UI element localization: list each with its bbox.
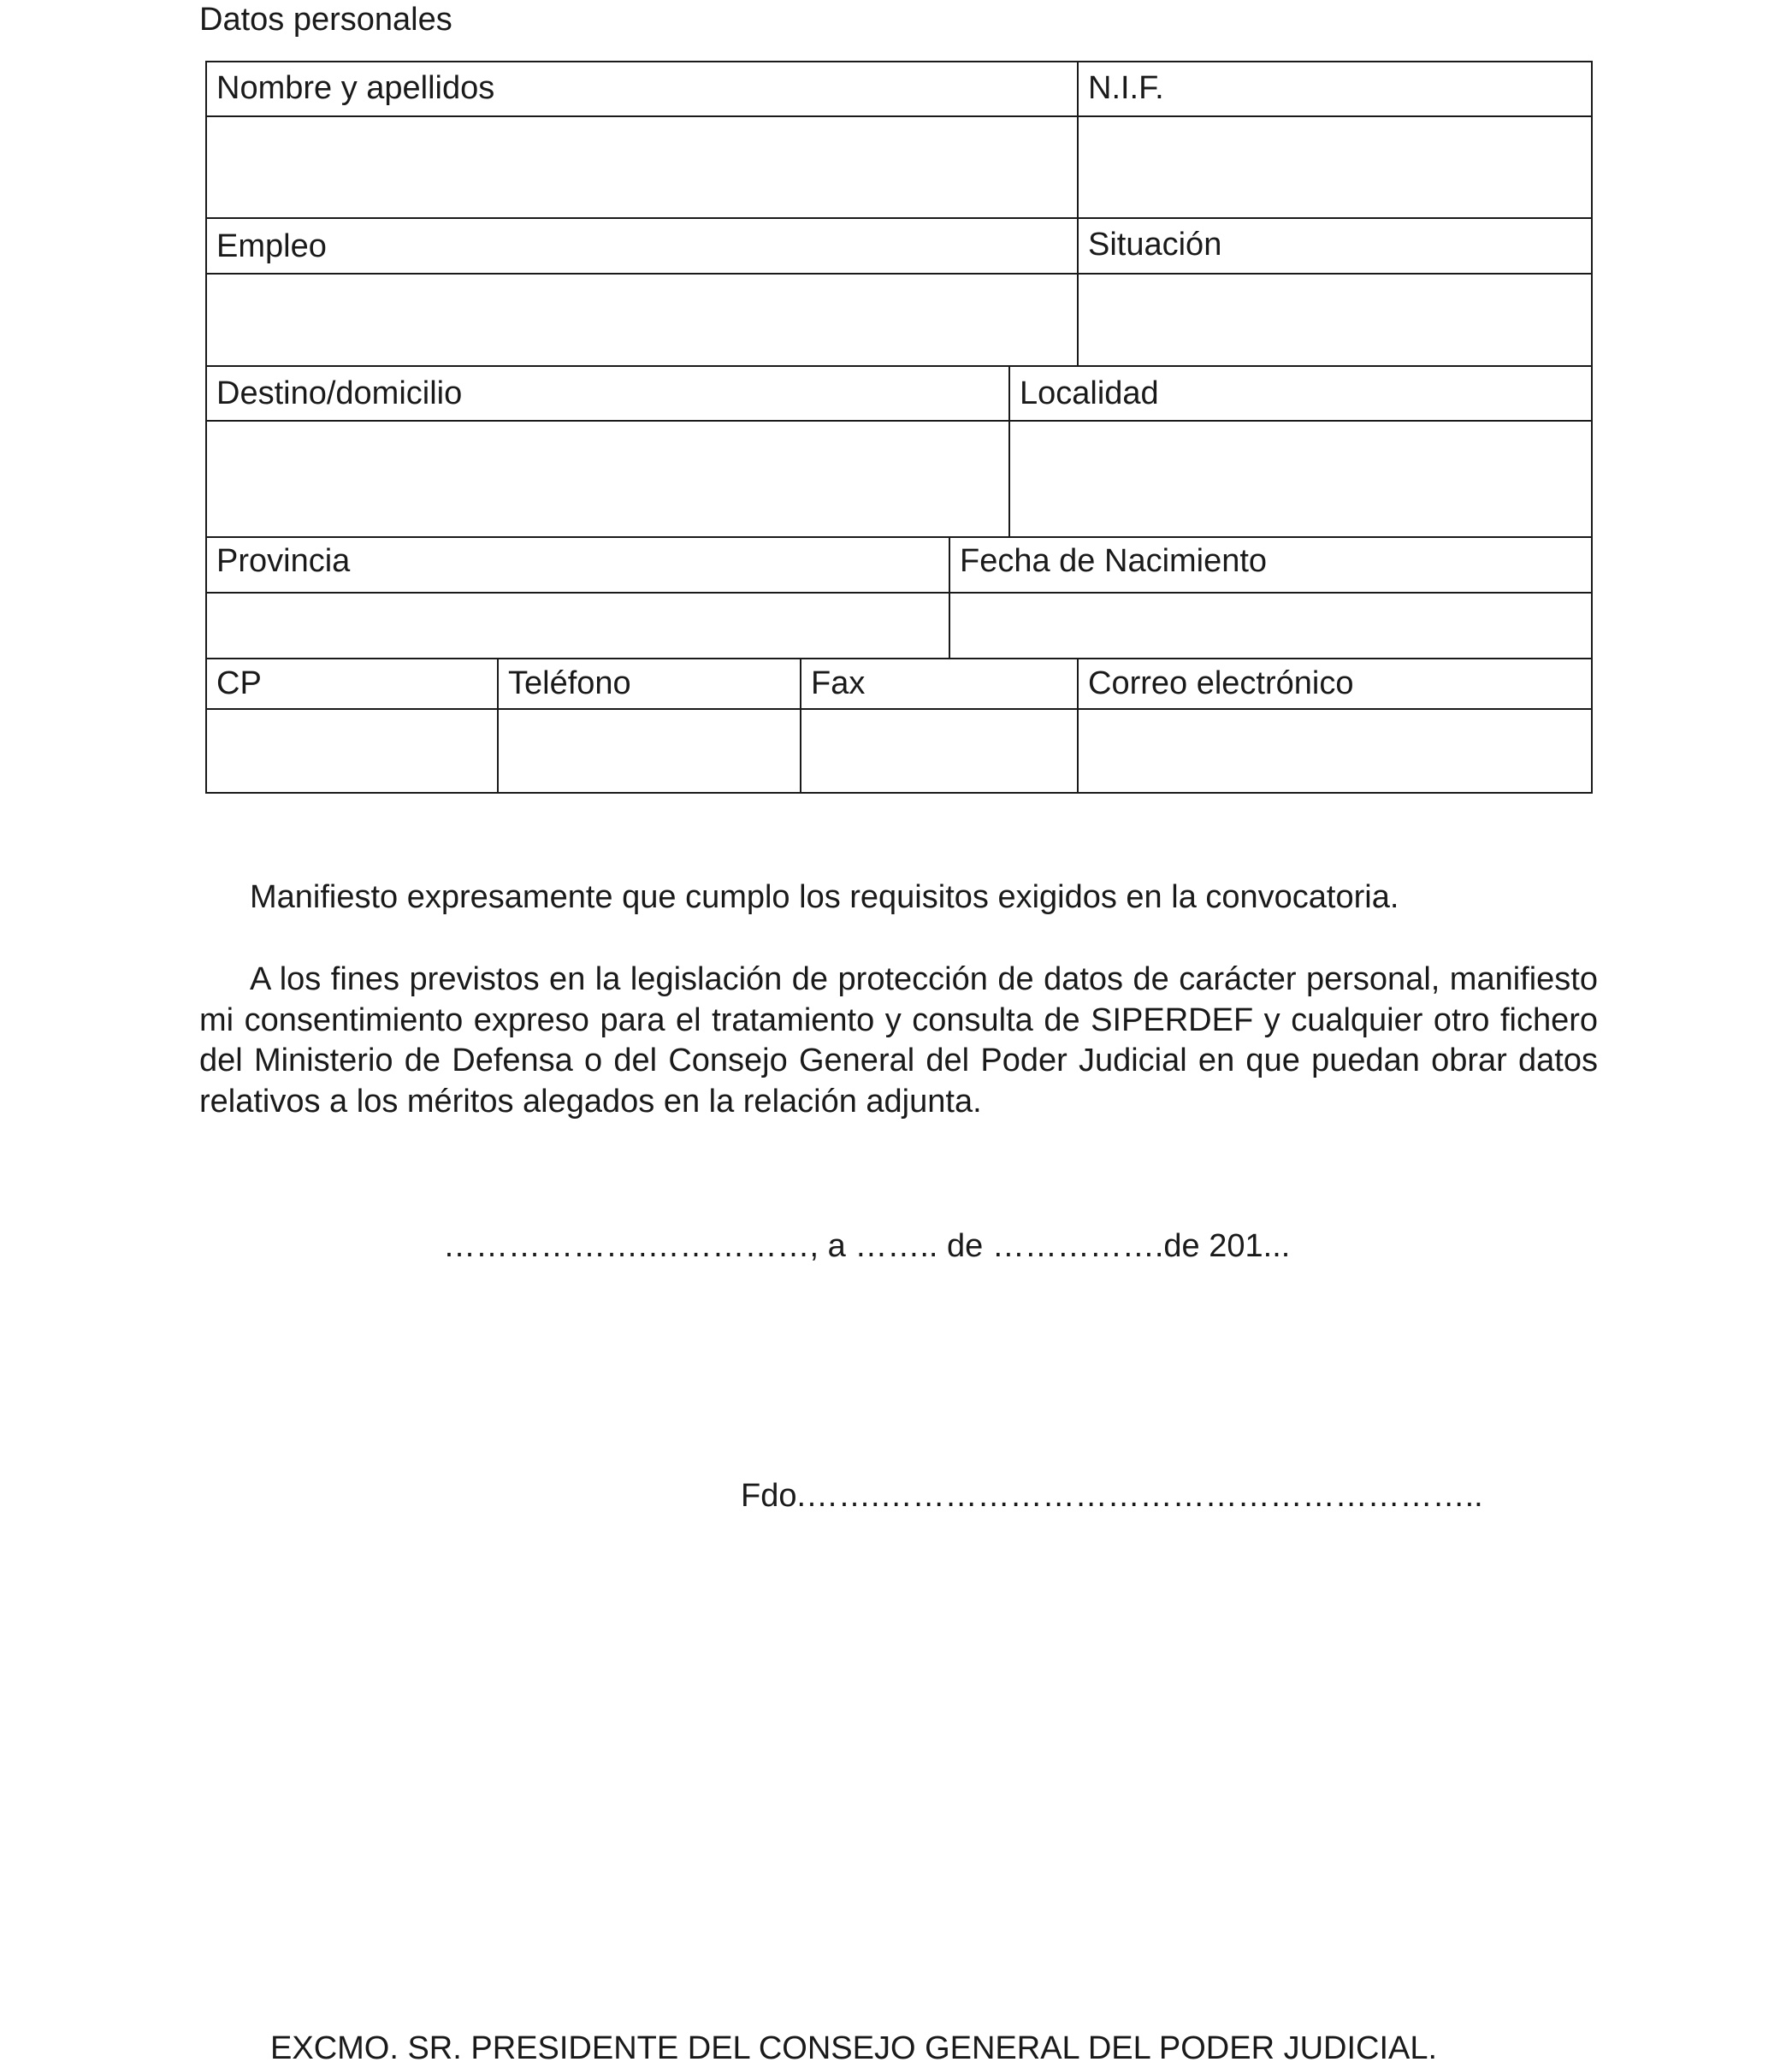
form-divider: [205, 658, 1593, 659]
section-title: Datos personales: [199, 2, 452, 38]
signature-line: Fdo.…….………………………………………………..: [741, 1478, 1483, 1514]
correo-label: Correo electrónico: [1088, 665, 1354, 701]
fecha-nacimiento-field[interactable]: [950, 594, 1591, 658]
requirements-statement: Manifiesto expresamente que cumplo los requisitos exigidos en la convocatoria.: [250, 879, 1399, 915]
situacion-field[interactable]: [1079, 275, 1591, 365]
telefono-field[interactable]: [499, 710, 800, 792]
form-divider: [205, 217, 1593, 219]
nombre-field[interactable]: [207, 117, 1077, 217]
destino-label: Destino/domicilio: [216, 375, 463, 411]
fax-field[interactable]: [801, 710, 1077, 792]
addressee: EXCMO. SR. PRESIDENTE DEL CONSEJO GENERAL DEL PODER JUDICIAL.: [270, 2030, 1438, 2066]
nombre-label: Nombre y apellidos: [216, 70, 495, 106]
form-divider: [205, 365, 1593, 367]
empleo-label: Empleo: [216, 228, 327, 264]
fecha-nacimiento-label: Fecha de Nacimiento: [960, 543, 1268, 579]
localidad-label: Localidad: [1020, 375, 1159, 411]
destino-field[interactable]: [207, 422, 1008, 536]
provincia-field[interactable]: [207, 594, 949, 658]
telefono-label: Teléfono: [508, 665, 631, 701]
fax-label: Fax: [811, 665, 866, 701]
situacion-label: Situación: [1088, 227, 1222, 263]
empleo-field[interactable]: [207, 275, 1077, 365]
correo-field[interactable]: [1079, 710, 1591, 792]
form-border-bottom: [205, 792, 1593, 794]
nif-label: N.I.F.: [1088, 70, 1164, 106]
place-date-line: ……………….……………, a …….. de …………….de 201...: [443, 1228, 1291, 1264]
nif-field[interactable]: [1079, 117, 1591, 217]
form-border-top: [205, 61, 1593, 62]
data-protection-consent: A los fines previstos en la legislación de protección de datos de carácter personal, manifiesto mi consentimiento expreso para el tratamiento y consulta de SIPERDEF y cualquier otro fichero del Ministerio de Defensa o del Consejo General del Poder Judicial en que puedan obrar datos relativos a los méritos alegados en la relación adjunta.: [199, 961, 1598, 1120]
form-divider: [205, 536, 1593, 538]
cp-label: CP: [216, 665, 262, 701]
form-border-right: [1591, 61, 1593, 794]
localidad-field[interactable]: [1010, 422, 1591, 536]
provincia-label: Provincia: [216, 543, 351, 579]
cp-field[interactable]: [207, 710, 497, 792]
